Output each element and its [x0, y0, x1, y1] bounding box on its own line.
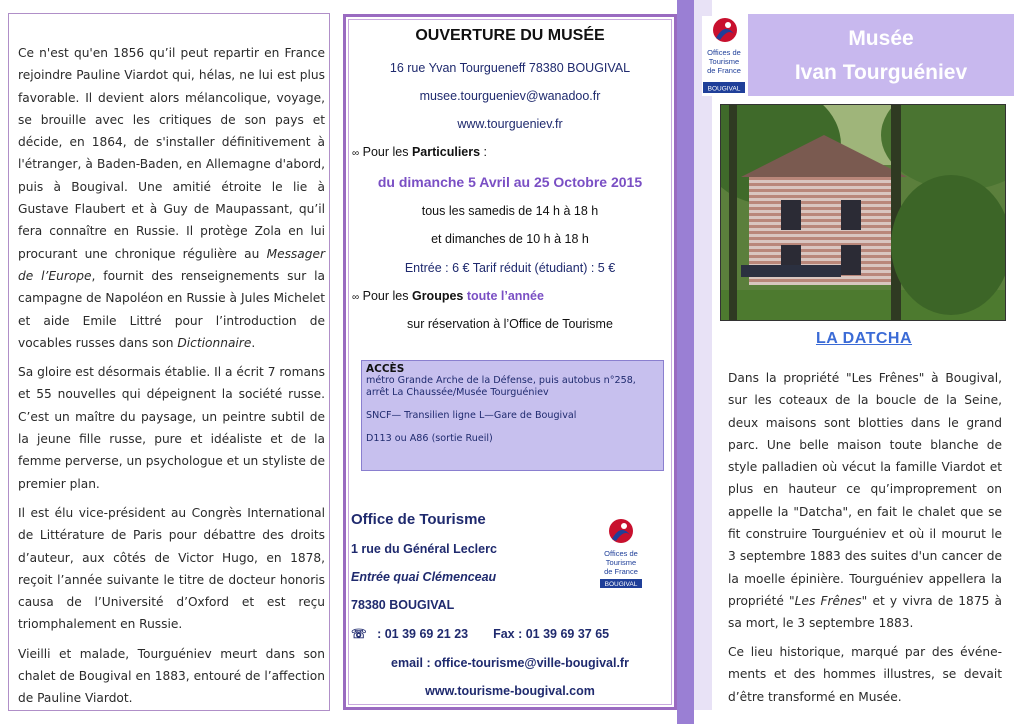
access-line-3: SNCF— Transilien ligne L—Gare de Bougival — [366, 410, 577, 421]
svg-text:BOUGIVAL: BOUGIVAL — [707, 85, 741, 93]
svg-text:de France: de France — [604, 567, 638, 576]
datcha-paragraph-1-segment: " et y vivra de 1875 à sa mort, le 3 septembre 1883. — [728, 593, 1003, 631]
museum-website[interactable]: www.tourgueniev.fr — [457, 117, 563, 131]
svg-text:Offices de: Offices de — [707, 48, 741, 57]
svg-text:BOUGIVAL: BOUGIVAL — [604, 581, 638, 588]
access-line-4: D113 ou A86 (sortie Rueil) — [366, 433, 493, 444]
section-title-datcha: LA DATCHA — [815, 330, 913, 347]
tourism-logo-small — [598, 517, 644, 597]
svg-text:de France: de France — [707, 66, 741, 75]
biography-paragraph-3 — [18, 502, 325, 636]
office-fax: Fax : 01 39 69 37 65 — [493, 627, 610, 641]
office-website[interactable]: www.tourisme-bougival.com — [425, 684, 595, 698]
svg-text:Tourisme: Tourisme — [708, 57, 740, 66]
fold-divider — [677, 0, 694, 724]
office-city: 78380 BOUGIVAL — [351, 598, 455, 612]
bullet-icon: ∞ — [352, 292, 360, 303]
sunday-hours: et dimanches de 10 h à 18 h — [431, 232, 589, 246]
office-phone[interactable]: : 01 39 69 21 23 — [377, 627, 469, 641]
office-email[interactable]: email : office-tourisme@ville-bougival.fr — [391, 656, 629, 670]
fold-divider-light — [694, 0, 712, 710]
groupes-prefix: Pour les — [362, 289, 412, 303]
saturday-hours: tous les samedis de 14 h à 18 h — [421, 204, 599, 218]
datcha-photo — [720, 104, 1006, 321]
datcha-paragraph-1-segment: Les Frênes — [794, 593, 862, 608]
biography-paragraph-1-segment: Ce n'est qu'en 1856 qu’il peut repartir en France rejoindre Pauline Viardot qui, hélas, ne lui est plus favorable. Il devient alors mélancolique, voyage, se brouille avec les critiques de son pays et décide, en 1864, de s'installer définitivement à l'étranger, à Baden-Baden, en Allemagne d'abord, puis à Bougival. Une amitié étroite le lie à Gustave Flaubert et à Guy de Maupassant, qu’il fera connaître en Russie. Il protège Zola en lui procurant une chronique régulière au — [18, 46, 325, 261]
biography-paragraph-2 — [18, 361, 325, 495]
datcha-paragraph-1-segment: Dans la propriété "Les Frênes" à Bougival, sur les coteaux de la boucle de la Seine, deux maisons sont blotties dans le grand parc. Une belle maison toute blanche de style palladien où vécut la famille Viardot et plus en hauteur ce qu’improprement on appelle la "Datcha", en fait le chalet que se fit construire Tourguéniev et où il mourut le 3 septembre 1883 des suites d'un cancer de la moelle épinière. Tourguéniev appellera la propriété " — [728, 371, 1002, 608]
museum-address: 16 rue Yvan Tourgueneff 78380 BOUGIVAL — [389, 61, 631, 75]
reservation-note: sur réservation à l’Office de Tourisme — [407, 317, 613, 331]
biography-paragraph-1-segment: Dictionnaire — [177, 335, 252, 350]
opening-panel — [343, 14, 677, 710]
access-label: ACCÈS — [366, 363, 405, 375]
office-entrance: Entrée quai Clémenceau — [351, 570, 497, 584]
left-column — [8, 13, 330, 711]
svg-text:Offices de: Offices de — [604, 549, 638, 558]
biography-paragraph-1-segment: Messager de l’Europe — [18, 246, 325, 283]
groupes-line — [352, 289, 544, 303]
biography-paragraph-1 — [18, 42, 325, 354]
office-title: Office de Tourisme — [351, 511, 486, 528]
particuliers-label: Particuliers — [411, 145, 481, 159]
groupes-label: Groupes — [411, 289, 464, 303]
biography-paragraph-4 — [18, 643, 325, 710]
office-street: 1 rue du Général Leclerc — [351, 542, 497, 556]
datcha-paragraph-1 — [728, 367, 1002, 635]
opening-dates: du dimanche 5 Avril au 25 Octobre 2015 — [377, 174, 643, 190]
particuliers-line — [352, 145, 487, 159]
phone-icon: ☏ — [351, 627, 367, 641]
access-box — [361, 360, 664, 471]
biography-paragraph-2-segment: Sa gloire est désormais établie. Il a écrit 7 romans et 55 nouvelles qui dépeignent la société russe. C’est un maître du paysage, un peintre subtil de la jeune fille russe, pure et idéaliste et de la femme perverse, un psychologue et un styliste de premier plan. — [18, 365, 325, 491]
museum-title-box — [748, 14, 1014, 96]
access-line-2: arrêt La Chaussée/Musée Tourguéniev — [366, 387, 549, 398]
particuliers-suffix: : — [480, 145, 488, 159]
bullet-icon: ∞ — [352, 148, 360, 159]
museum-title-line-2: Ivan Tourguéniev — [794, 61, 968, 84]
access-line-1: métro Grande Arche de la Défense, puis autobus n°258, — [366, 375, 636, 386]
biography-paragraph-1-segment: . — [251, 335, 256, 350]
datcha-paragraph-2: Ce lieu historique, marqué par des événe-ments et des hommes illustres, se devait d’être transformé en Musée. — [728, 645, 1002, 704]
opening-title: OUVERTURE DU MUSÉE — [415, 27, 605, 44]
biography-paragraph-1-segment: , fournit des renseignements sur la campagne de Napoléon en Russie à Jules Michelet et aide Emile Littré pour l’introduction de vocables russes dans son — [18, 268, 325, 350]
biography-paragraph-4-segment: Vieilli et malade, Tourguéniev meurt dans son chalet de Bougival en 1883, entouré de l’affection de Pauline Viardot. — [18, 646, 325, 706]
office-phone-line — [351, 626, 609, 641]
groupes-suffix: toute l’année — [463, 289, 544, 303]
museum-title-line-1: Musée — [848, 27, 914, 50]
museum-email[interactable]: musee.tourgueniev@wanadoo.fr — [419, 89, 601, 103]
tourism-logo — [702, 16, 746, 96]
particuliers-prefix: Pour les — [362, 145, 412, 159]
svg-text:Tourisme: Tourisme — [605, 558, 637, 567]
biography-paragraph-3-segment: Il est élu vice-président au Congrès International de Littérature de Paris pour débattre des droits d’auteur, aux côtés de Victor Hugo, en 1878, reçoit l’année suivante le titre de docteur honoris causa de l’Université d’Oxford et est reçu triomphalement en Russie. — [18, 505, 325, 632]
entry-price: Entrée : 6 € Tarif réduit (étudiant) : 5 € — [404, 261, 616, 275]
